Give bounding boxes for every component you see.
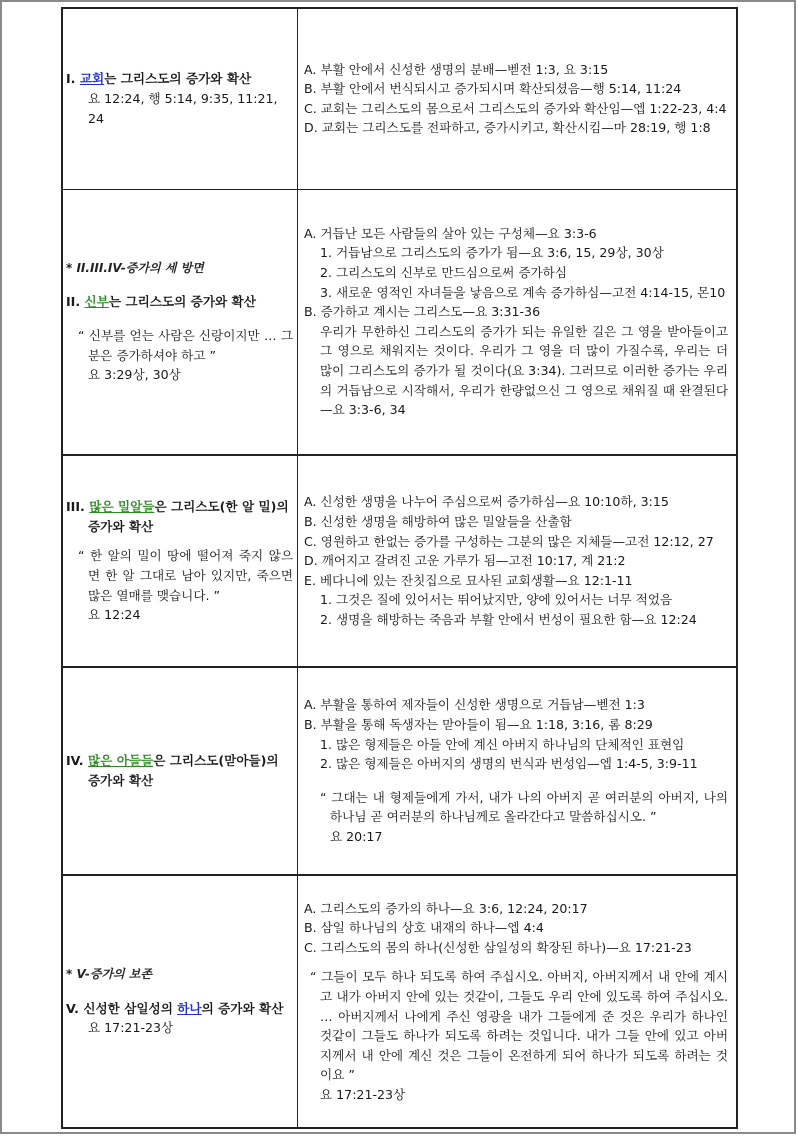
point-b: B. 증가하고 계시는 그리스도—요 3:31-36 (304, 304, 541, 320)
title-text: 는 그리스도의 증가와 확산 (108, 294, 256, 310)
section-5-title (66, 999, 293, 1019)
title-text: 은 그리스도(맏아들)의 증가와 확산 (88, 753, 279, 788)
point-b: B. 부활을 통해 독생자는 맏아들이 됨—요 1:18, 3:16, 롬 8:29 (304, 717, 653, 733)
section-numeral: III. (66, 499, 85, 515)
point-c: C. 교회는 그리스도의 몸으로서 그리스도의 증가와 확산임—엡 1:22-23, 4:4 (304, 100, 727, 116)
section-row-3 (62, 455, 737, 667)
section-5-points-cell (298, 875, 738, 1128)
title-text: 은 그리스도(한 알 밀)의 증가와 확산 (88, 499, 289, 534)
point-b: B. 삼일 하나님의 상호 내재의 하나—엡 4:4 (304, 920, 544, 936)
section-row-2 (62, 189, 737, 455)
section-4-points-cell (298, 667, 738, 875)
section-2-title (66, 292, 293, 312)
point-c: C. 그리스도의 몸의 하나(신성한 삼일성의 확장된 하나)—요 17:21-23 (304, 939, 692, 955)
commentary-paragraph: 우리가 무한하신 그리스도의 증가가 되는 유일한 길은 그 영을 받아들이고 그 영으로 채워지는 것이다. 우리가 그 영을 더 많이 가질수록, 우리는 더 많이 그리스도의 증가가 될 것이다(요 3:34). 그러므로 이러한 증가는 우리의 거듭남으로 시작해서, 우리가 한량없으신 그 영으로 채워질 때 완결된다—요 3:3-6, 34 (320, 323, 728, 418)
outline-table (61, 7, 738, 1129)
scripture-refs: 요 12:24, 행 5:14, 9:35, 11:21, 24 (88, 90, 278, 126)
subpoint-3: 3. 새로운 영적인 자녀들을 낳음으로 계속 증가하심—고전 4:14-15, 몬10 (320, 284, 726, 300)
scripture-quote: “ 그대는 내 형제들에게 가서, 내가 나의 아버지 곧 여러분의 아버지, 나의 하나님 곧 여러분의 하나님께로 올라간다고 말씀하십시오. ” (320, 789, 728, 825)
point-c: C. 영원하고 한없는 증가를 구성하는 그분의 많은 지체들—고전 12:12, 27 (304, 533, 714, 549)
section-row-4 (62, 667, 737, 875)
scripture-quote: “ 그들이 모두 하나 되도록 하여 주십시오. 아버지, 아버지께서 내 안에 계시고 내가 아버지 안에 있는 것같이, 그들도 우리 안에 있도록 하여 주십시오. … 아버지께서 나에게 주신 영광을 내가 그들에게 준 것은 우리가 하나인 것같이 그들도 하나가 되도록 하려는 것입니다. 내가 그들 안에 있고 아버지께서 내 안에 계신 것은 그들이 온전하게 되어 하나가 되도록 하려는 것이요 ” (310, 969, 728, 1083)
point-a: A. 부활을 통하여 제자들이 신성한 생명으로 거듭남—벧전 1:3 (304, 697, 645, 713)
section-3-title (66, 497, 293, 536)
highlight-term: 하나 (177, 1000, 202, 1016)
section-3-heading-cell (62, 455, 298, 667)
title-text: 의 증가와 확산 (201, 1000, 284, 1016)
scripture-refs: 요 17:21-23상 (88, 1020, 174, 1036)
section-2-heading-cell (62, 189, 298, 455)
subpoint-2: 2. 많은 형제들은 아버지의 생명의 번식과 번성임—엡 1:4-5, 3:9-11 (320, 756, 698, 772)
section-row-1 (62, 8, 737, 189)
point-b: B. 부활 안에서 번식되시고 증가되시며 확산되셨음—행 5:14, 11:24 (304, 81, 682, 97)
highlight-term: 교회 (79, 71, 105, 87)
point-d: D. 교회는 그리스도를 전파하고, 증가시키고, 확산시킴—마 28:19, 행 1:8 (304, 120, 711, 136)
subpoint-1: 1. 그것은 질에 있어서는 뛰어났지만, 양에 있어서는 너무 적었음 (320, 592, 673, 608)
scripture-quote: “ 한 알의 밀이 땅에 떨어져 죽지 않으면 한 알 그대로 남아 있지만, 죽으면 많은 열매를 맺습니다. ” (78, 548, 293, 603)
section-numeral: V. (66, 1000, 79, 1016)
scripture-quote: “ 신부를 얻는 사람은 신랑이지만 … 그분은 증가하셔야 하고 ” (78, 327, 293, 363)
section-5-heading-cell (62, 875, 298, 1128)
quote-ref: 요 12:24 (88, 607, 141, 623)
title-text: 신성한 삼일성의 (83, 1000, 178, 1016)
quote-ref: 요 3:29상, 30상 (88, 367, 181, 383)
quote-ref: 요 20:17 (330, 828, 383, 844)
section-numeral: IV. (66, 753, 84, 769)
section-numeral: II. (66, 294, 81, 310)
section-row-5 (62, 875, 737, 1128)
highlight-term: 신부 (84, 294, 109, 310)
highlight-term: 많은 아들들 (87, 753, 154, 769)
section-note: * II.III.IV-증가의 세 방면 (66, 260, 204, 275)
point-a: A. 신성한 생명을 나누어 주심으로써 증가하심—요 10:10하, 3:15 (304, 494, 669, 510)
highlight-term: 많은 밀알들 (89, 499, 155, 515)
subpoint-2: 2. 그리스도의 신부로 만드심으로써 증가하심 (320, 264, 568, 280)
point-a: A. 그리스도의 증가의 하나—요 3:6, 12:24, 20:17 (304, 900, 588, 916)
section-3-points-cell (298, 455, 738, 667)
point-a: A. 부활 안에서 신성한 생명의 분배—벧전 1:3, 요 3:15 (304, 61, 609, 77)
section-2-points-cell (298, 189, 738, 455)
quote-ref: 요 17:21-23상 (320, 1086, 406, 1102)
title-text: 는 그리스도의 증가와 확산 (104, 71, 252, 87)
section-1-title (66, 69, 293, 89)
section-4-title (66, 751, 293, 790)
point-a: A. 거듭난 모든 사람들의 살아 있는 구성체—요 3:3-6 (304, 225, 597, 241)
subpoint-1: 1. 거듭남으로 그리스도의 증가가 됨—요 3:6, 15, 29상, 30상 (320, 245, 664, 261)
subpoint-2: 2. 생명을 해방하는 죽음과 부활 안에서 번성이 필요한 함—요 12:24 (320, 611, 697, 627)
section-1-points-cell (298, 8, 738, 189)
section-1-heading-cell (62, 8, 298, 189)
point-d: D. 깨어지고 갈려진 고운 가루가 됨—고전 10:17, 계 21:2 (304, 553, 626, 569)
point-e: E. 베다니에 있는 잔칫집으로 묘사된 교회생활—요 12:1-11 (304, 572, 633, 588)
subpoint-1: 1. 많은 형제들은 아들 안에 계신 아버지 하나님의 단체적인 표현임 (320, 736, 685, 752)
section-4-heading-cell (62, 667, 298, 875)
point-b: B. 신성한 생명을 해방하여 많은 밀알들을 산출함 (304, 514, 572, 530)
section-note: * V-증가의 보존 (66, 967, 152, 982)
section-numeral: I. (66, 71, 76, 87)
